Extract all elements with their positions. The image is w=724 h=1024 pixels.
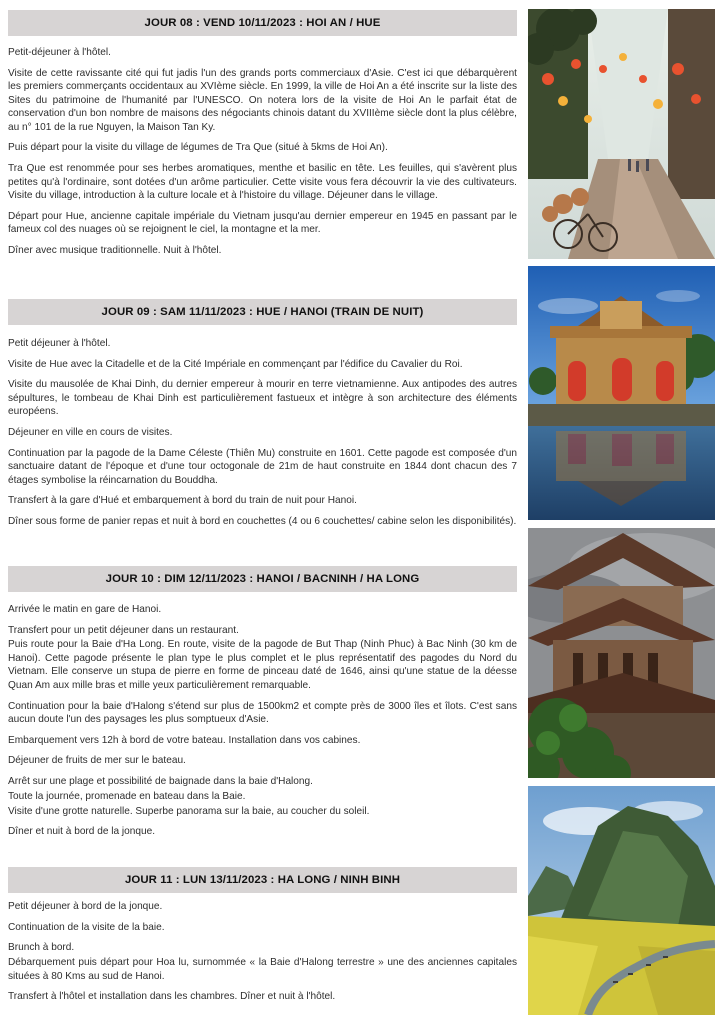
day-header-10: JOUR 10 : DIM 12/11/2023 : HANOI / BACNINH / HA LONG (8, 566, 517, 592)
paragraph: Brunch à bord. (8, 942, 75, 954)
paragraph: Continuation par la pagode de la Dame Céleste (Thiên Mu) construite en 1601. Cette pagode est composée d'un sanctuaire datant de l'époque et d'une tour octogonale de 21m de haut construite en 1844 dont chacun des 7 étages symbolise la réincarnation du Bouddha. (8, 447, 517, 486)
paragraph: Petit déjeuner à bord de la jonque. (8, 901, 163, 912)
paragraph: Toute la journée, promenade en bateau dans la Baie. (8, 790, 246, 802)
paragraph: Visite de cette ravissante cité qui fut jadis l'un des grands ports commerciaux d'Asie. C'est ici que débarquèrent les premiers commerçants occidentaux au XVIème siècle. En 1999, la ville de Hoi An a été inscrite sur la liste des Sites du patrimoine de l'humanité par l'UNESCO. On notera lors de la visite de Hoi An le parfait état de conservation d'un bon nombre de maisons des négociants chinois datant du XVIIIème siècle dont la plus célèbre, au n° 101 de la rue Nguyen, la Maison Tan Ky. (8, 67, 517, 133)
paragraph: Dîner avec musique traditionnelle. Nuit à l'hôtel. (8, 244, 222, 256)
paragraph: Puis route pour la Baie d'Ha Long. En route, visite de la pagode de But Thap (Ninh Phuc) à Bac Ninh (30 km de Hanoi). Cette pagode présente le plan type le plus complet et le plus représentatif des pagodes du Nord du Vietnam. Elle conserve un stupa de pierre en forme de pinceau daté de 1646, ainsi qu'une statue de la déesse Quan Am aux mille bras et mille yeux particulièrement remarquable. (8, 639, 517, 691)
paragraph: Tra Que est renommée pour ses herbes aromatiques, menthe et basilic en tête. Les feuilles, qui s'avèrent plus petites qu'à l'ordinaire, sont dotées d'un arôme particulier. Cette visite vous fera découvrir la vie des cultivateurs. Visite du village, introduction à la culture locale et à l'histoire du village. Déjeuner dans le village. (8, 163, 517, 202)
paragraph: Débarquement puis départ pour Hoa lu, surnommée « la Baie d'Halong terrestre » une des anciennes capitales situées à 80 Kms au sud de Hanoi. (8, 957, 517, 982)
paragraph: Transfert pour un petit déjeuner dans un restaurant. (8, 624, 239, 636)
pagoda-photo (528, 528, 715, 778)
paragraph: Dîner et nuit à bord de la jonque. (8, 826, 156, 838)
karst-rice-field-photo (528, 786, 715, 1015)
paragraph: Départ pour Hue, ancienne capitale impériale du Vietnam jusqu'au dernier empereur en 1945 en passant par le fameux col des nuages où se rejoignent le ciel, la montagne et la mer. (8, 210, 517, 236)
paragraph: Petit-déjeuner à l'hôtel. (8, 47, 111, 58)
paragraph: Visite du mausolée de Khai Dinh, du dernier empereur à mourir en terre vietnamienne. Aux antipodes des autres sépultures, le tombeau de Khai Dinh est particulièrement fastueux et intègre à son architecture des éléments européens. (8, 379, 517, 418)
paragraph: Arrivée le matin en gare de Hanoi. (8, 604, 162, 615)
day-header-09: JOUR 09 : SAM 11/11/2023 : HUE / HANOI (TRAIN DE NUIT) (8, 299, 517, 325)
paragraph: Petit déjeuner à l'hôtel. (8, 338, 111, 349)
paragraph: Déjeuner en ville en cours de visites. (8, 427, 173, 439)
day-header-08: JOUR 08 : VEND 10/11/2023 : HOI AN / HUE (8, 10, 517, 36)
day-header-11: JOUR 11 : LUN 13/11/2023 : HA LONG / NINH BINH (8, 867, 517, 893)
paragraph: Embarquement vers 12h à bord de votre bateau. Installation dans vos cabines. (8, 734, 361, 746)
day-08-body (8, 46, 517, 265)
paragraph: Arrêt sur une plage et possibilité de baignade dans la baie d'Halong. (8, 776, 313, 788)
paragraph: Déjeuner de fruits de mer sur le bateau. (8, 755, 186, 767)
paragraph: Continuation de la visite de la baie. (8, 921, 165, 933)
imperial-gate-photo (528, 266, 715, 520)
day-10-body (8, 603, 517, 846)
day-09-body (8, 337, 517, 536)
paragraph: Dîner sous forme de panier repas et nuit à bord en couchettes (4 ou 6 couchettes/ cabine selon les disponibilités). (8, 516, 517, 528)
lantern-street-photo (528, 9, 715, 259)
paragraph: Continuation pour la baie d'Halong s'étend sur plus de 1500km2 et compte près de 3000 îles et îlots. C'est sans aucun doute l'un des paysages les plus somptueux d'Asie. (8, 700, 517, 726)
paragraph: Transfert à la gare d'Hué et embarquement à bord du train de nuit pour Hanoi. (8, 495, 357, 507)
paragraph: Transfert à l'hôtel et installation dans les chambres. Dîner et nuit à l'hôtel. (8, 991, 336, 1003)
paragraph: Visite de Hue avec la Citadelle et de la Cité Impériale en commençant par l'édifice du Cavalier du Roi. (8, 358, 463, 370)
day-11-body (8, 900, 517, 1011)
paragraph: Puis départ pour la visite du village de légumes de Tra Que (situé à 5kms de Hoi An). (8, 142, 388, 154)
paragraph: Visite d'une grotte naturelle. Superbe panorama sur la baie, au coucher du soleil. (8, 805, 370, 817)
